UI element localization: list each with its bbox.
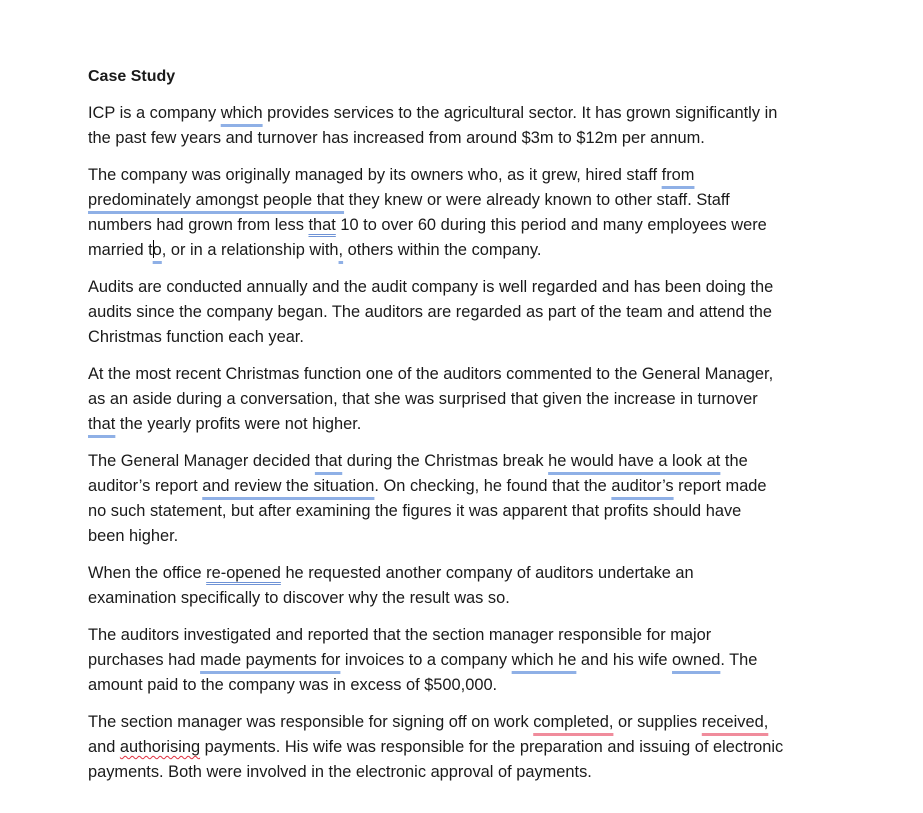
text-line — [88, 163, 868, 188]
text-line — [88, 213, 868, 238]
text-line — [88, 474, 868, 499]
paragraph-6 — [88, 561, 868, 611]
text-line — [88, 101, 868, 126]
document-body — [88, 101, 868, 785]
text-line — [88, 412, 868, 437]
text-line — [88, 449, 868, 474]
paragraph-5 — [88, 449, 868, 549]
text-run: payments. His wife was responsible for the preparation and issuing of electronic — [200, 738, 784, 756]
text-run: others within the company. — [343, 241, 542, 259]
text-run: been higher. — [88, 527, 179, 545]
text-run: The General Manager decided — [88, 452, 315, 470]
grammar-suggestion[interactable]: that — [314, 452, 343, 470]
grammar-suggestion[interactable]: owned — [672, 651, 721, 669]
text-line — [88, 238, 868, 263]
text-run: At the most recent Christmas function one of the auditors commented to the General Manager, — [88, 365, 774, 383]
text-run: The auditors investigated and reported that the section manager responsible for major — [88, 626, 712, 644]
text-run: the past few years and turnover has increased from around $3m to $12m per annum. — [88, 129, 705, 147]
text-run: as an aside during a conversation, that she was surprised that given the increase in turnover — [88, 390, 758, 408]
text-line — [88, 648, 868, 673]
text-run: invoices to a company — [340, 651, 512, 669]
text-line — [88, 586, 868, 611]
paragraph-4 — [88, 362, 868, 437]
text-line — [88, 275, 868, 300]
text-run: married t — [88, 241, 153, 259]
text-run: When the office — [88, 564, 207, 582]
text-line — [88, 387, 868, 412]
grammar-suggestion[interactable]: that — [88, 415, 116, 433]
grammar-suggestion[interactable]: which — [220, 104, 263, 122]
text-run: numbers had grown from less — [88, 216, 309, 234]
grammar-suggestion[interactable]: from — [661, 166, 695, 184]
text-line — [88, 499, 868, 524]
text-run: they knew or were already known to other staff. Staff — [344, 191, 730, 209]
text-line — [88, 735, 868, 760]
grammar-suggestion[interactable]: re-opened — [206, 564, 281, 582]
text-run: or supplies — [613, 713, 702, 731]
text-line — [88, 524, 868, 549]
text-run: purchases had — [88, 651, 201, 669]
text-run: during the Christmas break — [342, 452, 549, 470]
grammar-suggestion[interactable]: , — [338, 241, 344, 259]
text-line — [88, 126, 868, 151]
text-run: no such statement, but after examining the figures it was apparent that profits should have — [88, 502, 742, 520]
text-line — [88, 188, 868, 213]
case-study-heading: Case Study — [88, 68, 176, 85]
text-run: Christmas function each year. — [88, 328, 304, 346]
spelling-suggestion[interactable]: authorising — [119, 738, 201, 756]
text-run: and — [88, 738, 120, 756]
text-run: The company was originally managed by its owners who, as it grew, hired staff — [88, 166, 662, 184]
text-run: The section manager was responsible for signing off on work — [88, 713, 534, 731]
paragraph-7 — [88, 623, 868, 698]
text-line — [88, 673, 868, 698]
text-run: he requested another company of auditors undertake an — [280, 564, 694, 582]
text-run: . The — [720, 651, 758, 669]
grammar-suggestion[interactable]: auditor’s — [611, 477, 674, 495]
spelling-suggestion[interactable]: completed, — [533, 713, 614, 731]
text-line — [88, 362, 868, 387]
text-line — [88, 710, 868, 735]
text-line — [88, 300, 868, 325]
grammar-suggestion[interactable]: which he — [511, 651, 577, 669]
grammar-suggestion[interactable]: predominately amongst people that — [88, 191, 345, 209]
paragraph-2 — [88, 163, 868, 263]
grammar-suggestion[interactable]: that — [308, 216, 336, 234]
text-run: examination specifically to discover why the result was so. — [88, 589, 510, 607]
text-line — [88, 623, 868, 648]
text-line — [88, 325, 868, 350]
text-run: auditor’s report — [88, 477, 203, 495]
text-run: the yearly profits were not higher. — [115, 415, 362, 433]
document-page — [88, 64, 868, 797]
text-run: 10 to over 60 during this period and many employees were — [335, 216, 767, 234]
spelling-suggestion[interactable]: received, — [701, 713, 769, 731]
grammar-suggestion[interactable]: o — [152, 241, 162, 259]
text-run: report made — [673, 477, 767, 495]
text-run: and his wife — [576, 651, 673, 669]
text-run: audits since the company began. The auditors are regarded as part of the team and attend the — [88, 303, 772, 321]
text-run: Audits are conducted annually and the audit company is well regarded and has been doing the — [88, 278, 774, 296]
grammar-suggestion[interactable]: and review the situation — [202, 477, 375, 495]
text-run: the — [720, 452, 748, 470]
text-line — [88, 561, 868, 586]
paragraph-1 — [88, 101, 868, 151]
text-run: provides services to the agricultural sector. It has grown significantly in — [262, 104, 778, 122]
text-run: amount paid to the company was in excess of $500,000. — [88, 676, 498, 694]
paragraph-8 — [88, 710, 868, 785]
text-run: ICP is a company — [88, 104, 221, 122]
grammar-suggestion[interactable]: made payments for — [200, 651, 341, 669]
text-run: . On checking, he found that the — [374, 477, 612, 495]
text-run: , or in a relationship with — [161, 241, 339, 259]
grammar-suggestion[interactable]: he would have a look at — [548, 452, 721, 470]
text-run: payments. Both were involved in the electronic approval of payments. — [88, 763, 592, 781]
paragraph-3 — [88, 275, 868, 350]
text-line — [88, 760, 868, 785]
